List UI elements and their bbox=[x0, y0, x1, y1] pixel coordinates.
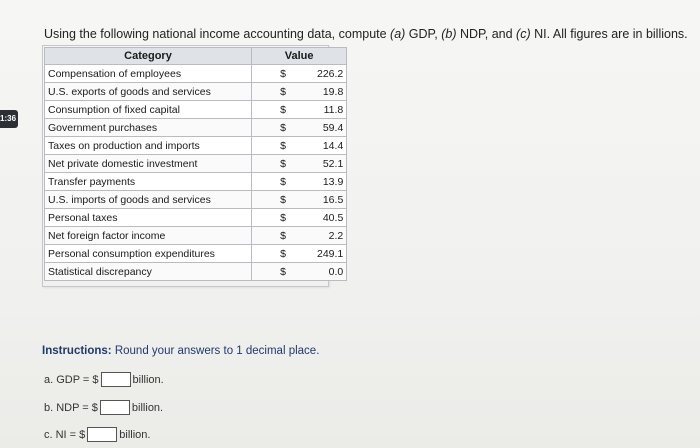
ni-input[interactable] bbox=[87, 427, 117, 442]
row-value: 14.4 bbox=[314, 137, 347, 155]
row-currency: $ bbox=[252, 155, 315, 173]
instructions bbox=[42, 345, 319, 357]
side-timer-tab[interactable]: 1:36 bbox=[0, 110, 18, 128]
table-row bbox=[45, 227, 347, 245]
table-row bbox=[45, 263, 347, 281]
table-row bbox=[45, 65, 347, 83]
row-value: 0.0 bbox=[314, 263, 347, 281]
table-row bbox=[45, 119, 347, 137]
row-value: 52.1 bbox=[314, 155, 347, 173]
row-value: 2.2 bbox=[314, 227, 347, 245]
row-currency: $ bbox=[252, 173, 315, 191]
row-currency: $ bbox=[252, 137, 315, 155]
table-row bbox=[45, 173, 347, 191]
row-currency: $ bbox=[252, 245, 315, 263]
ndp-input[interactable] bbox=[100, 400, 130, 415]
answer-ndp bbox=[44, 400, 163, 415]
row-value: 11.8 bbox=[314, 101, 347, 119]
question-text bbox=[44, 27, 694, 41]
answer-gdp bbox=[44, 372, 164, 387]
table-row bbox=[45, 83, 347, 101]
table-row bbox=[45, 137, 347, 155]
question-b-letter: (b) bbox=[441, 27, 457, 41]
instructions-label: Instructions: bbox=[42, 345, 112, 357]
row-category: U.S. exports of goods and services bbox=[45, 83, 252, 101]
row-currency: $ bbox=[252, 83, 315, 101]
row-category: Statistical discrepancy bbox=[45, 263, 252, 281]
row-value: 40.5 bbox=[314, 209, 347, 227]
row-category: U.S. imports of goods and services bbox=[45, 191, 252, 209]
row-currency: $ bbox=[252, 101, 315, 119]
table-row bbox=[45, 101, 347, 119]
row-category: Taxes on production and imports bbox=[45, 137, 252, 155]
answer-ni-unit: billion. bbox=[119, 428, 151, 441]
row-value: 13.9 bbox=[314, 173, 347, 191]
table-row bbox=[45, 245, 347, 263]
row-category: Personal consumption expenditures bbox=[45, 245, 252, 263]
answer-ndp-label: b. NDP = $ bbox=[44, 401, 98, 414]
answer-ni-label: c. NI = $ bbox=[44, 428, 86, 441]
table-row bbox=[45, 209, 347, 227]
row-category: Personal taxes bbox=[45, 209, 252, 227]
table-row bbox=[45, 155, 347, 173]
question-a-text: GDP, bbox=[405, 27, 442, 41]
row-category: Compensation of employees bbox=[45, 65, 252, 83]
answer-gdp-label: a. GDP = $ bbox=[44, 373, 99, 386]
question-c-letter: (c) bbox=[516, 27, 531, 41]
row-value: 19.8 bbox=[314, 83, 347, 101]
row-value: 16.5 bbox=[314, 191, 347, 209]
row-category: Government purchases bbox=[45, 119, 252, 137]
row-value: 226.2 bbox=[314, 65, 347, 83]
instructions-text: Round your answers to 1 decimal place. bbox=[111, 345, 320, 357]
category-header: Category bbox=[45, 48, 252, 65]
row-currency: $ bbox=[252, 191, 315, 209]
row-category: Consumption of fixed capital bbox=[45, 101, 252, 119]
row-category: Net private domestic investment bbox=[45, 155, 252, 173]
row-category: Transfer payments bbox=[45, 173, 252, 191]
national-income-table bbox=[44, 47, 347, 281]
row-currency: $ bbox=[252, 65, 315, 83]
row-currency: $ bbox=[252, 119, 315, 137]
row-currency: $ bbox=[252, 227, 315, 245]
question-b-text: NDP, and bbox=[456, 27, 517, 41]
answer-ndp-unit: billion. bbox=[131, 401, 164, 414]
question-c-text: NI. All figures are in billions. bbox=[530, 27, 688, 41]
question-a-letter: (a) bbox=[390, 27, 406, 41]
row-category: Net foreign factor income bbox=[45, 227, 252, 245]
value-header: Value bbox=[252, 48, 347, 65]
table-header-row bbox=[45, 48, 347, 65]
question-prefix: Using the following national income accounting data, compute bbox=[44, 27, 391, 41]
row-value: 59.4 bbox=[314, 119, 347, 137]
answer-gdp-unit: billion. bbox=[132, 373, 164, 386]
gdp-input[interactable] bbox=[101, 372, 131, 387]
answer-ni bbox=[44, 427, 150, 442]
table-row bbox=[45, 191, 347, 209]
row-value: 249.1 bbox=[314, 245, 347, 263]
row-currency: $ bbox=[252, 209, 315, 227]
row-currency: $ bbox=[252, 263, 315, 281]
